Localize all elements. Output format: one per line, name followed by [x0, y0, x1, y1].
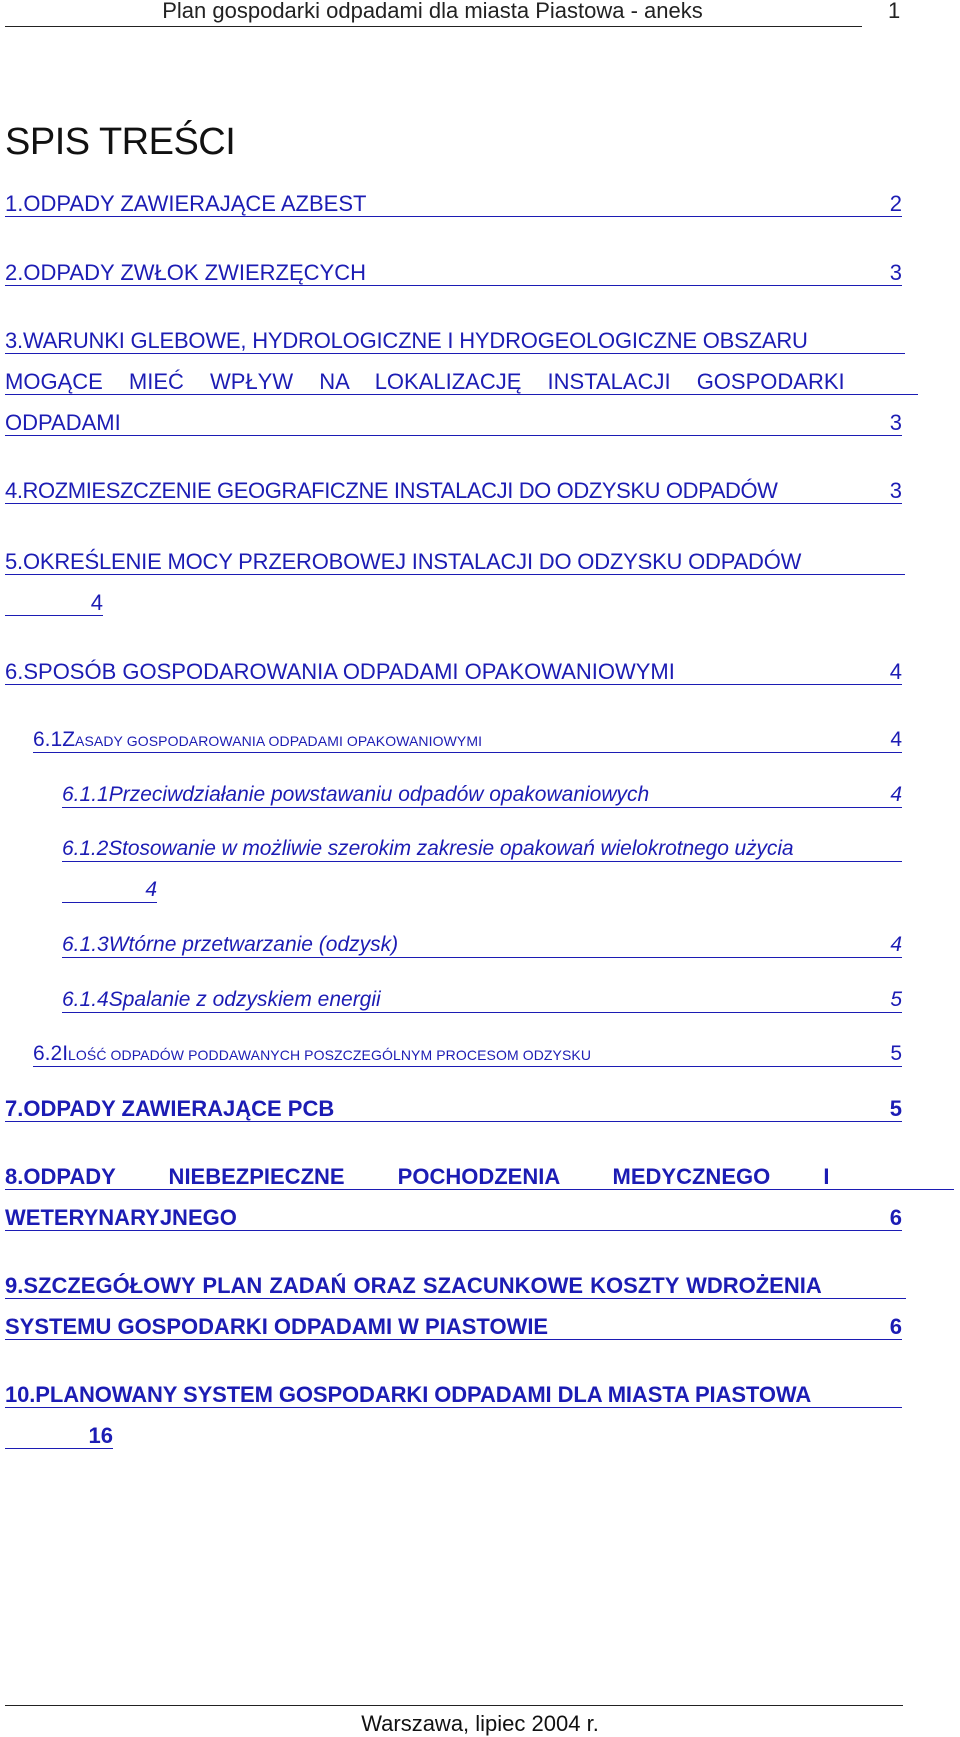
document-header-title: Plan gospodarki odpadami dla miasta Piastowa - aneks	[162, 0, 703, 23]
toc-entry-text: 3.WARUNKI GLEBOWE, HYDROLOGICZNE I HYDROGEOLOGICZNE OBSZARU	[5, 328, 808, 353]
toc-entry-10-line-2[interactable]	[5, 1422, 113, 1450]
toc-entry-10-line-1[interactable]	[5, 1381, 902, 1409]
toc-entry-page: 5	[890, 1042, 902, 1065]
header-rule	[5, 26, 862, 27]
toc-entry-text-group	[62, 931, 398, 959]
toc-entry-page: 4	[889, 659, 902, 684]
toc-entry-number: 6.2	[33, 1042, 63, 1065]
toc-entry-1[interactable]	[5, 190, 902, 218]
link-underline	[62, 902, 157, 903]
link-underline	[5, 1339, 902, 1340]
toc-entry-6-1-1[interactable]	[62, 781, 902, 809]
link-underline	[5, 1230, 902, 1231]
toc-entry-text-group	[62, 986, 381, 1014]
toc-entry-page: 6	[889, 1205, 902, 1230]
link-underline	[62, 807, 902, 808]
link-underline	[62, 861, 902, 862]
toc-entry-page: 4	[890, 728, 902, 751]
toc-entry-number: 6.1.4	[62, 988, 109, 1011]
toc-entry-capital: I	[62, 1042, 69, 1065]
link-underline	[5, 1448, 113, 1449]
toc-entry-3-line-2[interactable]	[5, 368, 918, 396]
toc-entry-text-group	[33, 726, 482, 755]
toc-entry-6-1[interactable]	[33, 726, 902, 754]
toc-entry-page: 4	[890, 933, 902, 956]
toc-entry-8-line-2[interactable]	[5, 1204, 902, 1232]
toc-entry-text: 10.PLANOWANY SYSTEM GOSPODARKI ODPADAMI DLA MIASTA PIASTOWA	[5, 1382, 812, 1407]
header-page-number: 1	[888, 0, 901, 23]
toc-entry-6-1-3[interactable]	[62, 931, 902, 959]
toc-entry-number: 6.1.3	[62, 933, 109, 956]
toc-entry-page: 4	[90, 590, 103, 615]
toc-entry-text-group	[33, 1040, 591, 1069]
toc-entry-page: 16	[88, 1423, 113, 1448]
toc-entry-text: Stosowanie w możliwie szerokim zakresie opakowań wielokrotnego użycia	[108, 837, 794, 860]
toc-entry-text-group	[62, 835, 793, 863]
link-underline	[5, 216, 902, 217]
toc-entry-text: 6.SPOSÓB GOSPODAROWANIA ODPADAMI OPAKOWANIOWYMI	[5, 659, 675, 684]
toc-entry-text: 4.ROZMIESZCZENIE GEOGRAFICZNE INSTALACJI DO ODZYSKU ODPADÓW	[5, 478, 778, 503]
link-underline	[5, 574, 905, 575]
link-underline	[5, 1121, 902, 1122]
link-underline	[5, 285, 902, 286]
toc-entry-page: 3	[889, 478, 902, 503]
toc-entry-page: 4	[145, 878, 157, 901]
footer-place-date: Warszawa, lipiec 2004 r.	[361, 1711, 599, 1736]
toc-entry-7[interactable]	[5, 1095, 902, 1123]
toc-entry-text: 9.SZCZEGÓŁOWY PLAN ZADAŃ ORAZ SZACUNKOWE KOSZTY WDROŻENIA	[5, 1273, 822, 1298]
toc-entry-page: 6	[889, 1314, 902, 1339]
toc-entry-text: 5.OKREŚLENIE MOCY PRZEROBOWEJ INSTALACJI DO ODZYSKU ODPADÓW	[5, 549, 802, 574]
toc-entry-6-2[interactable]	[33, 1040, 902, 1068]
toc-entry-9-line-2[interactable]	[5, 1313, 902, 1341]
link-underline	[5, 1407, 902, 1408]
toc-entry-text: 8.ODPADY NIEBEZPIECZNE POCHODZENIA MEDYCZNEGO I	[5, 1164, 830, 1189]
toc-entry-text-group	[62, 781, 649, 809]
toc-entry-3-line-3[interactable]	[5, 409, 902, 437]
toc-entry-text: Wtórne przetwarzanie (odzysk)	[108, 933, 399, 956]
link-underline	[5, 353, 905, 354]
link-underline	[5, 394, 918, 395]
toc-entry-text: ASADY GOSPODAROWANIA ODPADAMI OPAKOWANIOWYMI	[75, 733, 483, 749]
toc-entry-6-1-2-line-2[interactable]	[62, 876, 157, 904]
toc-entry-text: LOŚĆ ODPADÓW PODDAWANYCH POSZCZEGÓLNYM PROCESOM ODZYSKU	[68, 1047, 592, 1063]
toc-entry-page: 5	[889, 1096, 902, 1121]
toc-entry-number: 6.1.1	[62, 783, 109, 806]
link-underline	[5, 435, 902, 436]
link-underline	[5, 1298, 906, 1299]
toc-entry-text: Przeciwdziałanie powstawaniu odpadów opakowaniowych	[108, 783, 650, 806]
toc-entry-capital: Z	[62, 728, 76, 751]
toc-entry-text: ODPADAMI	[5, 410, 121, 435]
toc-entry-5-line-1[interactable]	[5, 548, 905, 576]
toc-heading: SPIS TREŚCI	[5, 121, 236, 163]
link-underline	[62, 1012, 902, 1013]
toc-entry-2[interactable]	[5, 259, 902, 287]
toc-entry-6[interactable]	[5, 658, 902, 686]
toc-entry-page: 4	[890, 783, 902, 806]
toc-entry-6-1-4[interactable]	[62, 986, 902, 1014]
toc-entry-4[interactable]	[5, 477, 902, 505]
toc-entry-text: 7.ODPADY ZAWIERAJĄCE PCB	[5, 1096, 335, 1121]
link-underline	[33, 752, 902, 753]
toc-entry-number: 6.1	[33, 728, 63, 751]
footer-rule	[5, 1705, 903, 1706]
toc-entry-6-1-2-line-1[interactable]	[62, 835, 902, 863]
link-underline	[5, 503, 902, 504]
toc-entry-text: Spalanie z odzyskiem energii	[108, 988, 381, 1011]
toc-entry-page: 2	[889, 191, 902, 216]
toc-entry-text: WETERYNARYJNEGO	[5, 1205, 237, 1230]
toc-entry-page: 5	[890, 988, 902, 1011]
link-underline	[5, 615, 103, 616]
toc-entry-text: SYSTEMU GOSPODARKI ODPADAMI W PIASTOWIE	[5, 1314, 549, 1339]
toc-entry-text: 2.ODPADY ZWŁOK ZWIERZĘCYCH	[5, 260, 367, 285]
link-underline	[5, 684, 902, 685]
toc-entry-9-line-1[interactable]	[5, 1272, 906, 1300]
toc-entry-page: 3	[889, 410, 902, 435]
toc-entry-8-line-1[interactable]	[5, 1163, 954, 1191]
toc-entry-text: MOGĄCE MIEĆ WPŁYW NA LOKALIZACJĘ INSTALACJI GOSPODARKI	[5, 369, 845, 394]
toc-entry-3-line-1[interactable]	[5, 327, 905, 355]
link-underline	[62, 957, 902, 958]
toc-entry-text: 1.ODPADY ZAWIERAJĄCE AZBEST	[5, 191, 367, 216]
toc-entry-5-line-2[interactable]	[5, 589, 103, 617]
toc-entry-page: 3	[889, 260, 902, 285]
link-underline	[5, 1189, 954, 1190]
toc-entry-number: 6.1.2	[62, 837, 109, 860]
link-underline	[33, 1066, 902, 1067]
